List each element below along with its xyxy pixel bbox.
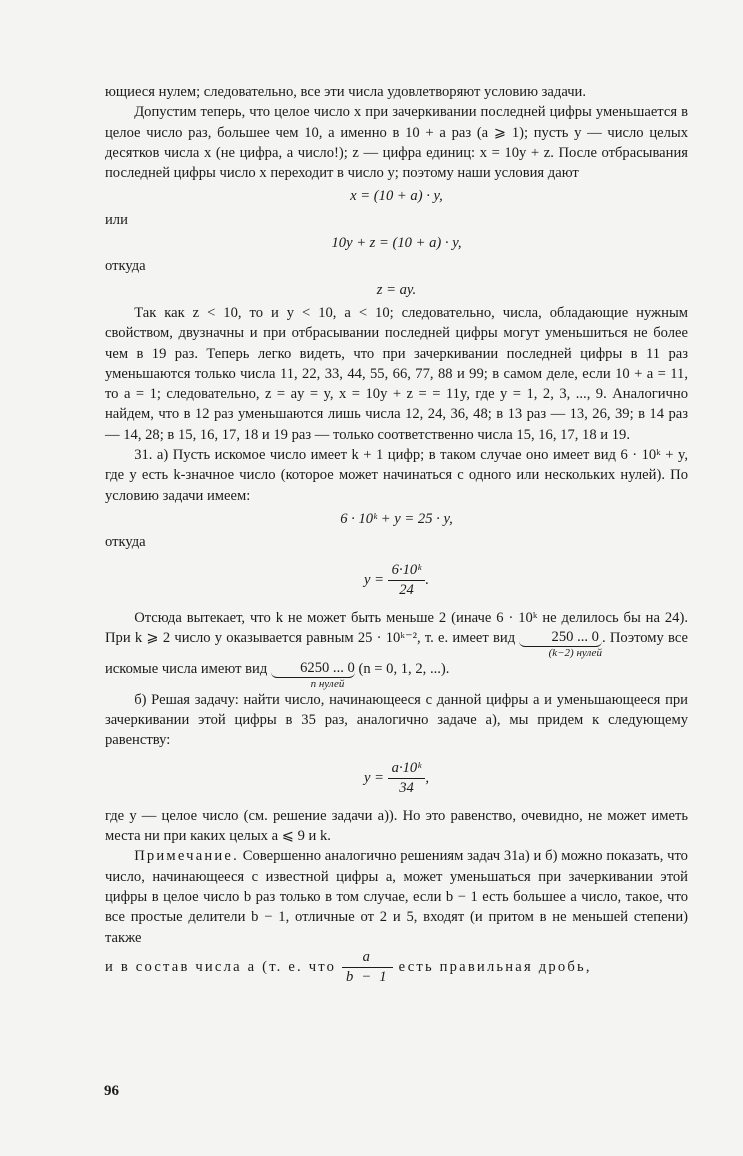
formula-fraction bbox=[105, 561, 688, 600]
paragraph: Допустим теперь, что целое число x при зачеркивании последней цифры уменьшается в целое число раз, большее чем 10, а именно в 10 + a раз (a ⩾ 1); пусть y — число целых десятков числа x (не цифра, а число!); z — цифра единиц: x = 10y + z. После отбрасывания последней цифры число x переходит в число y; поэтому наши условия дают bbox=[105, 104, 688, 182]
formula-fraction bbox=[105, 759, 688, 798]
text-line: откуда bbox=[105, 534, 146, 551]
note-last-line bbox=[105, 948, 688, 987]
text-line: или bbox=[105, 211, 128, 228]
formula-punct: , bbox=[425, 769, 429, 786]
fraction-denominator: 24 bbox=[399, 581, 414, 598]
underbrace bbox=[519, 628, 602, 659]
fraction-numerator: 6·10ᵏ bbox=[388, 561, 426, 581]
note-heading: Примечание. bbox=[134, 848, 239, 865]
formula-lhs: y = bbox=[364, 571, 384, 588]
fraction-denominator: b − 1 bbox=[346, 968, 389, 985]
formula-lhs: y = bbox=[364, 769, 384, 786]
underbrace bbox=[271, 659, 355, 690]
underbrace-expr: 250 ... 0 bbox=[519, 628, 602, 647]
note-text: есть правильная дробь, bbox=[398, 958, 592, 975]
formula: z = ay. bbox=[376, 281, 417, 298]
fraction bbox=[388, 759, 426, 798]
paragraph bbox=[105, 608, 688, 690]
page-number: 96 bbox=[104, 1083, 119, 1099]
note-text: и в состав числа a (т. е. что bbox=[105, 958, 337, 975]
underbrace-label: n нулей bbox=[310, 677, 345, 690]
paragraph-text: . Поэтому все искомые числа имеют вид bbox=[105, 629, 688, 677]
formula: 6 · 10ᵏ + y = 25 · y, bbox=[340, 510, 453, 527]
fraction-denominator: 34 bbox=[399, 779, 414, 796]
underbrace-expr: 6250 ... 0 bbox=[271, 659, 355, 678]
fraction-numerator: a bbox=[342, 948, 393, 968]
paragraph: б) Решая задачу: найти число, начинающееся с данной цифры a и уменьшающееся при зачеркивании этой цифры в 35 раз, аналогично задаче а), мы придем к следующему равенству: bbox=[105, 691, 688, 749]
paragraph: Так как z < 10, то и y < 10, a < 10; следовательно, числа, обладающие нужным свойством, двузначны и при отбрасывании последней цифры могут уменьшиться не более чем в 19 раз. Теперь легко видеть, что при зачеркивании последней цифры в 11 раз уменьшаются только числа 11, 22, 33, 44, 55, 66, 77, 88 и 99; в самом деле, если 10 + a = 11, то a = 1; следовательно, z = ay = y, x = 10y + z = = 11y, где y = 1, 2, 3, ..., 9. Аналогично найдем, что в 12 раз уменьшаются лишь числа 12, 24, 36, 48; в 13 раз — 13, 26, 39; в 14 раз — 14, 28; в 15, 16, 17, 18 и 19 раз — только соответственно числа 15, 16, 17, 18 и 19. bbox=[105, 304, 688, 443]
text-line: ющиеся нулем; следовательно, все эти числа удовлетворяют условию задачи. bbox=[105, 84, 587, 100]
note-text: Совершенно аналогично решениям задач 31а) и б) можно показать, что число, начинающееся с известной цифры a, может уменьшаться при зачеркивании этой цифры в целое число b раз только в том случае, если b − 1 есть большее a число, такое, что все простые делители b − 1, отличные от 2 и 5, входят (и притом в не меньшей степени) также bbox=[105, 848, 688, 946]
underbrace-label: (k−2) нулей bbox=[548, 646, 602, 659]
text-line: откуда bbox=[105, 258, 146, 275]
fraction bbox=[388, 561, 426, 600]
fraction-numerator: a·10ᵏ bbox=[388, 759, 426, 779]
paragraph: где y — целое число (см. решение задачи а)). Но это равенство, очевидно, не может иметь места ни при каких целых a ⩽ 9 и k. bbox=[105, 807, 688, 845]
fraction bbox=[342, 948, 393, 987]
paragraph-text: Отсюда вытекает, что k не может быть меньше 2 (иначе 6 · 10ᵏ не делилось бы на 24). При k ⩾ 2 число y оказывается равным 25 · 10ᵏ⁻², т. е. имеет вид bbox=[105, 609, 688, 646]
page-body bbox=[105, 82, 688, 987]
formula-punct: . bbox=[425, 571, 429, 588]
paragraph-text: (n = 0, 1, 2, ...). bbox=[358, 660, 450, 677]
note-paragraph bbox=[105, 846, 688, 947]
paragraph: 31. а) Пусть искомое число имеет k + 1 цифр; в таком случае оно имеет вид 6 · 10ᵏ + y, где y есть k-значное число (которое может начинаться с одного или нескольких нулей). По условию задачи имеем: bbox=[105, 447, 688, 504]
formula: x = (10 + a) · y, bbox=[350, 188, 443, 205]
formula: 10y + z = (10 + a) · y, bbox=[331, 235, 462, 252]
